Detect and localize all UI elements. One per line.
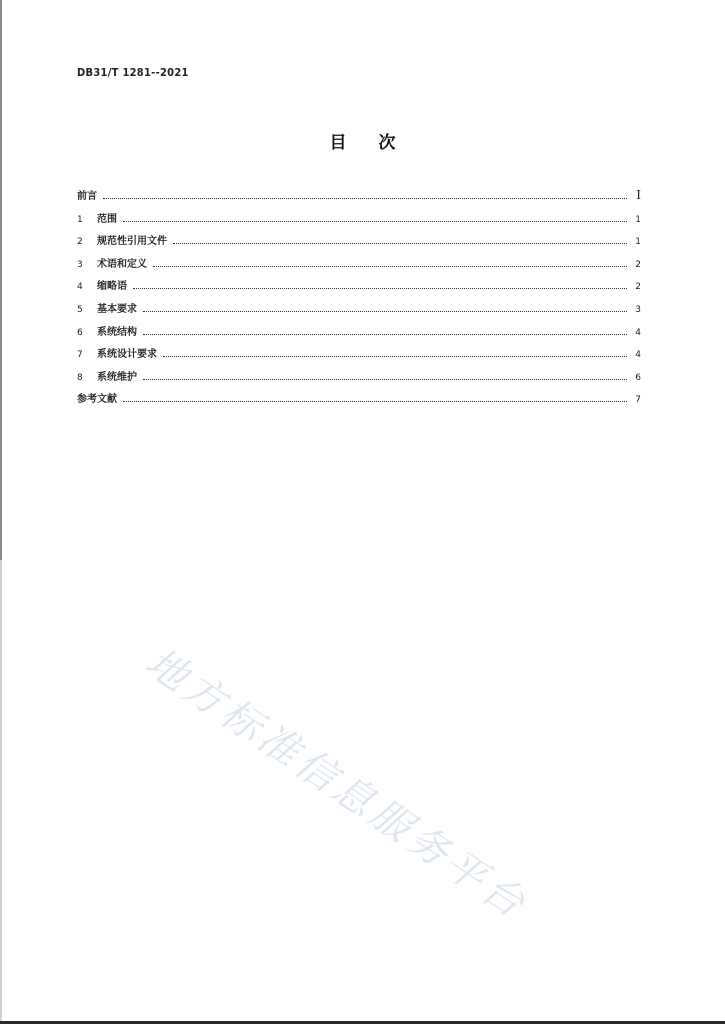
- toc-entry-label: 系统结构: [97, 326, 137, 338]
- toc-entry-label: 参考文献: [77, 394, 117, 406]
- toc-entry-number: 5: [77, 304, 83, 315]
- toc-entry-page: 6: [635, 372, 641, 383]
- toc-entry-label: 前言: [77, 191, 97, 202]
- toc-title-char: 目: [329, 133, 347, 153]
- toc-entry-abbreviations[interactable]: [77, 277, 641, 300]
- toc-entry-page: 1: [635, 214, 641, 225]
- toc-entry-system-maintenance[interactable]: [77, 368, 641, 391]
- toc-leader-dots: [103, 198, 627, 199]
- toc-entry-system-structure[interactable]: [77, 323, 641, 346]
- toc-leader-dots: [123, 221, 627, 222]
- toc-entry-label: 系统维护: [97, 371, 137, 383]
- toc-entry-number: 8: [77, 372, 83, 383]
- toc-entry-page: 4: [635, 350, 641, 361]
- toc-entry-number: 1: [77, 214, 83, 225]
- toc-entry-label: 系统设计要求: [97, 349, 157, 361]
- toc-list: [77, 187, 641, 413]
- toc-entry-page: 2: [635, 259, 641, 270]
- toc-leader-dots: [143, 334, 627, 335]
- toc-entry-foreword[interactable]: [77, 187, 641, 210]
- toc-entry-number: 7: [77, 350, 83, 361]
- toc-entry-page: 3: [635, 304, 641, 315]
- toc-entry-page: I: [636, 188, 641, 202]
- toc-entry-scope[interactable]: [77, 210, 641, 233]
- toc-entry-label: 术语和定义: [97, 258, 147, 270]
- toc-leader-dots: [143, 379, 627, 380]
- toc-entry-number: 4: [77, 282, 83, 293]
- toc-entry-bibliography[interactable]: [77, 390, 641, 413]
- toc-entry-terms-definitions[interactable]: [77, 255, 641, 278]
- toc-entry-page: 2: [635, 282, 641, 293]
- watermark-text: 地方标准信息服务平台: [137, 639, 537, 930]
- page-left-edge: [0, 0, 2, 1024]
- toc-leader-dots: [133, 288, 627, 289]
- toc-entry-label: 范围: [97, 213, 117, 225]
- toc-entry-number: 3: [77, 259, 83, 270]
- toc-entry-number: 2: [77, 237, 83, 248]
- toc-title: [0, 128, 725, 153]
- toc-leader-dots: [123, 401, 627, 402]
- document-code: DB31/T 1281--2021: [77, 66, 189, 79]
- toc-entry-normative-references[interactable]: [77, 232, 641, 255]
- toc-leader-dots: [143, 311, 627, 312]
- toc-entry-number: 6: [77, 327, 83, 338]
- toc-title-char: 次: [378, 133, 396, 153]
- toc-entry-page: 1: [635, 237, 641, 248]
- toc-entry-system-design-requirements[interactable]: [77, 345, 641, 368]
- toc-leader-dots: [173, 243, 627, 244]
- toc-entry-label: 基本要求: [97, 303, 137, 315]
- toc-leader-dots: [163, 356, 627, 357]
- toc-entry-label: 缩略语: [97, 281, 127, 293]
- toc-entry-page: 4: [635, 327, 641, 338]
- toc-entry-basic-requirements[interactable]: [77, 300, 641, 323]
- toc-entry-page: 7: [635, 395, 641, 406]
- toc-entry-label: 规范性引用文件: [97, 236, 167, 248]
- toc-leader-dots: [153, 266, 627, 267]
